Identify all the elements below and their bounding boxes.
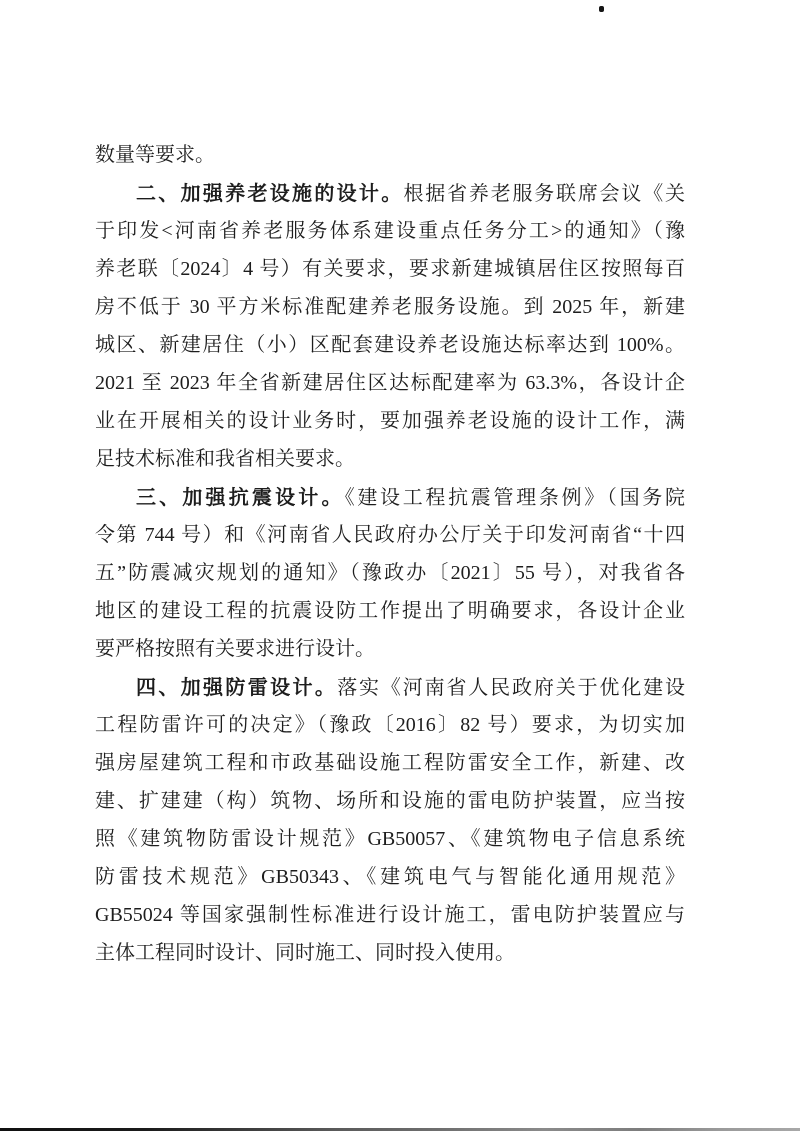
text-line bbox=[95, 934, 685, 972]
body-text: 照《建筑物防雷设计规范》GB50057、《建筑物电子信息系统 bbox=[95, 828, 685, 850]
body-text: 养老联〔2024〕4 号）有关要求，要求新建城镇居住区按照每百 bbox=[95, 258, 685, 280]
body-text: 数量等要求。 bbox=[95, 144, 215, 166]
text-line bbox=[95, 212, 685, 250]
body-text: GB55024 等国家强制性标准进行设计施工，雷电防护装置应与 bbox=[95, 904, 685, 926]
body-text: 于印发<河南省养老服务体系建设重点任务分工>的通知》（豫 bbox=[95, 220, 685, 242]
body-text: 要严格按照有关要求进行设计。 bbox=[95, 638, 375, 660]
text-line bbox=[95, 516, 685, 554]
text-line bbox=[95, 706, 685, 744]
text-line bbox=[95, 668, 685, 706]
body-text: 防雷技术规范》GB50343、《建筑电气与智能化通用规范》 bbox=[95, 866, 685, 888]
text-line bbox=[95, 174, 685, 212]
text-line bbox=[95, 402, 685, 440]
body-text: 2021 至 2023 年全省新建居住区达标配建率为 63.3%，各设计企 bbox=[95, 372, 685, 394]
text-line bbox=[95, 554, 685, 592]
body-text: 根据省养老服务联席会议《关 bbox=[403, 183, 685, 205]
text-line bbox=[95, 364, 685, 402]
body-text: 落实《河南省人民政府关于优化建设 bbox=[337, 677, 685, 699]
body-text: 足技术标准和我省相关要求。 bbox=[95, 448, 355, 470]
body-text: 五”防震减灾规划的通知》（豫政办〔2021〕55 号），对我省各 bbox=[95, 562, 685, 584]
body-text: 《建设工程抗震管理条例》（国务院 bbox=[344, 487, 685, 509]
text-line bbox=[95, 592, 685, 630]
text-line bbox=[95, 326, 685, 364]
text-line bbox=[95, 630, 685, 668]
text-line bbox=[95, 250, 685, 288]
text-line bbox=[95, 782, 685, 820]
section-heading: 四、加强防雷设计。 bbox=[136, 675, 338, 699]
text-line bbox=[95, 288, 685, 326]
text-line bbox=[95, 478, 685, 516]
text-line bbox=[95, 136, 685, 174]
body-text: 主体工程同时设计、同时施工、同时投入使用。 bbox=[95, 942, 515, 964]
text-line bbox=[95, 440, 685, 478]
scan-artifact-dot bbox=[599, 6, 604, 12]
section-heading: 三、加强抗震设计。 bbox=[136, 485, 345, 509]
section-heading: 二、加强养老设施的设计。 bbox=[136, 181, 404, 205]
text-line bbox=[95, 744, 685, 782]
body-text: 地区的建设工程的抗震设防工作提出了明确要求，各设计企业 bbox=[95, 600, 685, 622]
body-text: 建、扩建建（构）筑物、场所和设施的雷电防护装置，应当按 bbox=[95, 790, 685, 812]
document-body bbox=[95, 136, 685, 972]
text-line bbox=[95, 896, 685, 934]
body-text: 强房屋建筑工程和市政基础设施工程防雷安全工作，新建、改 bbox=[95, 752, 685, 774]
body-text: 业在开展相关的设计业务时，要加强养老设施的设计工作，满 bbox=[95, 410, 685, 432]
body-text: 工程防雷许可的决定》（豫政〔2016〕82 号）要求，为切实加 bbox=[95, 714, 685, 736]
text-line bbox=[95, 820, 685, 858]
text-line bbox=[95, 858, 685, 896]
body-text: 房不低于 30 平方米标准配建养老服务设施。到 2025 年，新建 bbox=[95, 296, 685, 318]
body-text: 令第 744 号）和《河南省人民政府办公厅关于印发河南省“十四 bbox=[95, 524, 685, 546]
body-text: 城区、新建居住（小）区配套建设养老设施达标率达到 100%。 bbox=[95, 334, 685, 356]
